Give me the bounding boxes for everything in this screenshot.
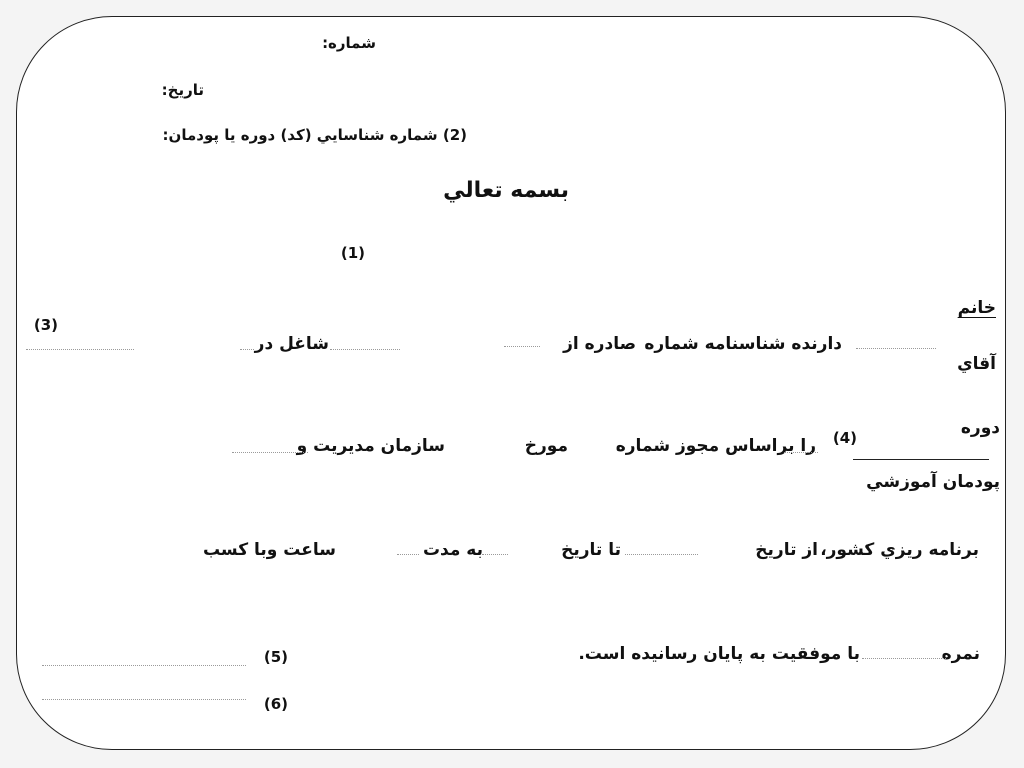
date-label: تاريخ: [161,81,204,99]
id-holder-label: دارنده شناسنامه شماره [644,334,842,354]
employer-field[interactable] [26,349,134,350]
course-code-label: (2) شماره شناسايي (كد) دوره يا پودمان: [162,126,467,144]
employed-at-label: شاغل در [254,334,329,354]
marker-1: (1) [340,244,365,262]
planning-label: برنامه ريزي كشور، [820,540,979,560]
duration-label: به مدت [422,540,483,560]
from-date-label: از تاريخ [755,540,818,560]
from-date-field[interactable] [625,554,698,555]
employer-field-end[interactable] [240,349,254,350]
title-female: خانم [957,298,996,318]
name-field[interactable] [856,348,936,349]
grade-label: نمره [941,644,980,664]
hours-label: ساعت وبا كسب [202,540,336,560]
organization-label: سازمان مديريت و [296,436,445,456]
marker-3: (3) [33,316,58,334]
signature-field-5[interactable] [42,665,246,666]
marker-4: (4) [832,429,857,447]
marker-6: (6) [263,695,288,713]
completed-label: با موفقيت به پايان رسانيده است. [578,644,860,664]
number-label: شماره: [322,34,376,52]
signature-field-6[interactable] [42,699,246,700]
title-male: آقاي [957,354,996,374]
to-date-field[interactable] [482,554,508,555]
grade-field[interactable] [862,658,946,659]
page-title: بسمه تعالي [443,178,569,203]
id-issue-place-field[interactable] [504,346,540,347]
to-date-label: تا تاريخ [561,540,621,560]
license-number-field[interactable] [784,452,818,453]
dated-label: مورخ [524,436,568,456]
issued-from-label: صادره از [563,334,636,354]
per-license-label: را براساس مجوز شماره [615,436,816,456]
training-module-label: پودمان آموزشي [866,472,1000,492]
course-label: دوره [960,418,1000,438]
license-date-field[interactable] [232,452,308,453]
course-name-line [853,459,989,460]
issue-place-field[interactable] [330,349,400,350]
marker-5: (5) [263,648,288,666]
duration-field[interactable] [397,554,419,555]
